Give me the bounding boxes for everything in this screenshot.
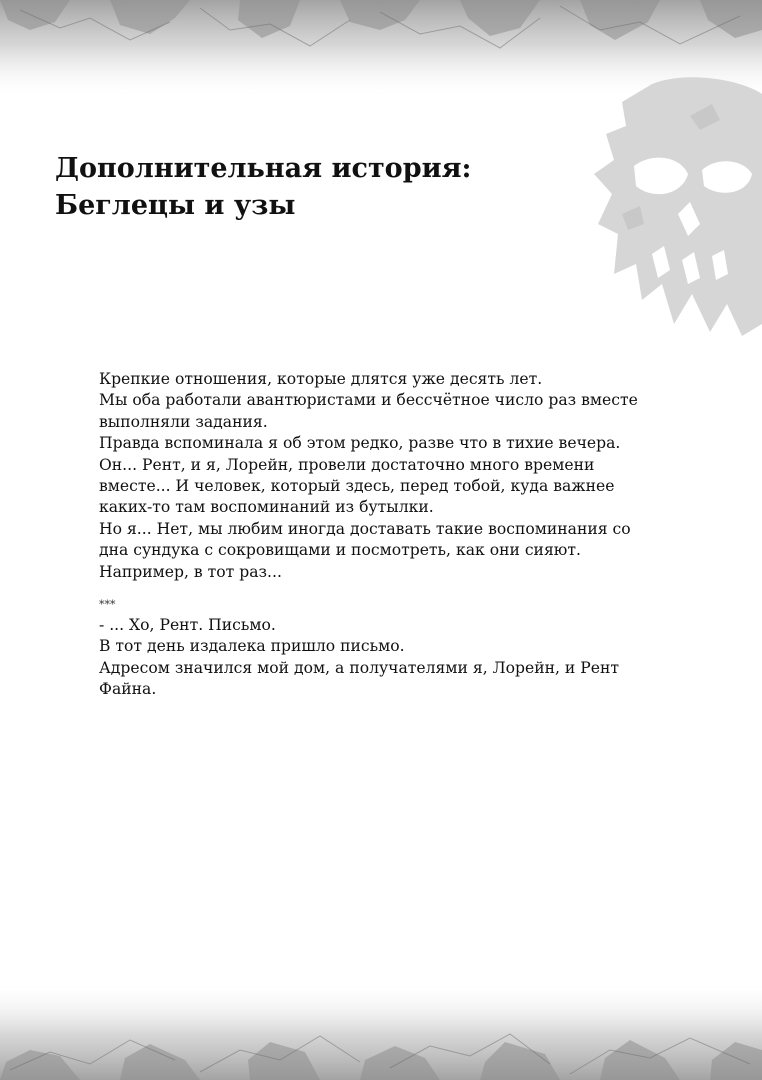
text-line: Файна. <box>99 680 157 699</box>
paragraph-gap <box>99 583 669 597</box>
text-line: Крепкие отношения, которые длятся уже десять лет. <box>99 370 543 388</box>
text-line: каких-то там воспоминаний из бутылки. <box>99 498 434 517</box>
chapter-title <box>55 150 472 224</box>
scene-separator: *** <box>99 598 116 612</box>
text-line: Мы оба работали авантюристами и бессчётное число раз вместе <box>99 391 638 410</box>
text-line: В тот день издалека пришло письмо. <box>99 637 405 656</box>
text-line: выполняли задания. <box>99 412 268 431</box>
skull-icon <box>592 74 762 336</box>
text-line: Например, в тот раз... <box>99 562 282 581</box>
text-line: Адресом значился мой дом, а получателями я, Лорейн, и Рент <box>99 658 620 677</box>
chapter-title-line-1: Дополнительная история: <box>55 153 472 184</box>
text-line: вместе... И человек, который здесь, перед тобой, куда важнее <box>99 477 615 496</box>
body-text <box>99 369 669 701</box>
chapter-title-line-2: Беглецы и узы <box>55 190 296 221</box>
text-line: Правда вспоминала я об этом редко, разве что в тихие вечера. <box>99 434 621 453</box>
stone-texture-bottom <box>0 980 762 1080</box>
text-line: Он... Рент, и я, Лорейн, провели достаточно много времени <box>99 455 595 474</box>
text-line: - ... Хо, Рент. Письмо. <box>99 616 276 635</box>
text-line: Но я... Нет, мы любим иногда доставать такие воспоминания со <box>99 519 631 538</box>
text-line: дна сундука с сокровищами и посмотреть, как они сияют. <box>99 541 581 560</box>
